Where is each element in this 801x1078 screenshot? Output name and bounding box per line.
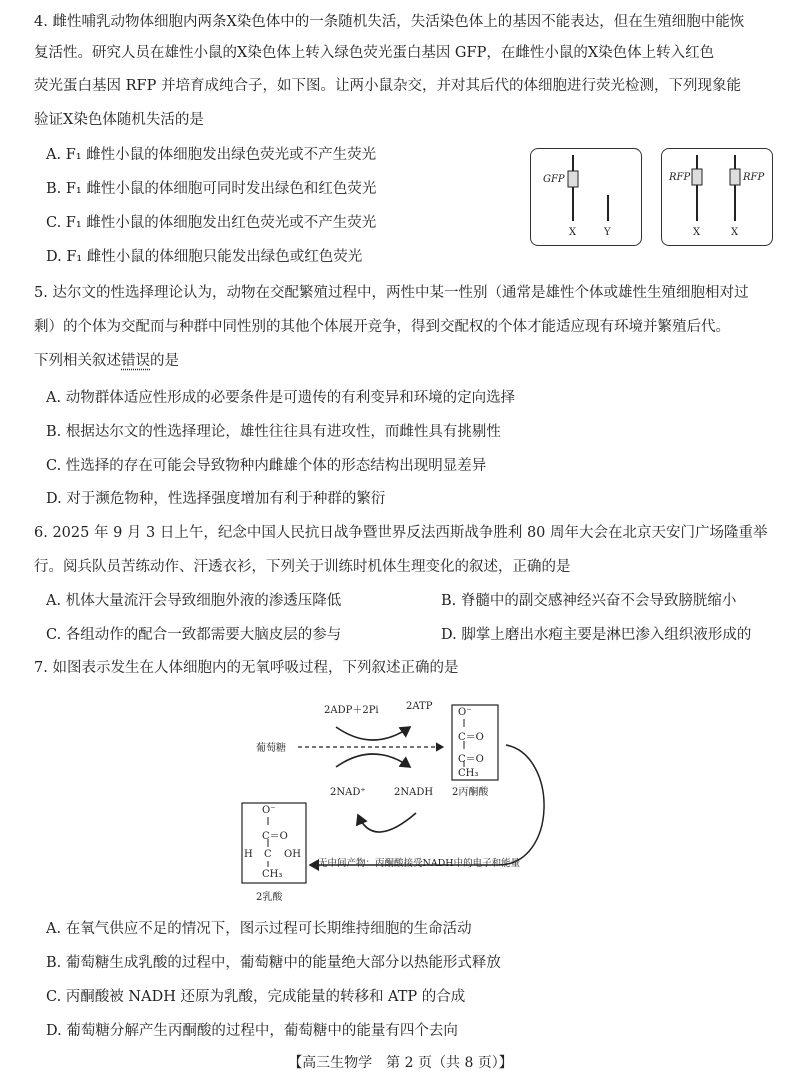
- female-chromosome-box: [661, 148, 773, 246]
- q4-stem-line-3: 荧光蛋白基因 RFP 并培育成纯合子，如下图。让两小鼠杂交，并对其后代的体细胞进行荧光检测，下列现象能: [34, 78, 741, 94]
- q4-option-a: A. F₁ 雌性小鼠的体细胞发出绿色荧光或不产生荧光: [46, 147, 377, 163]
- q4-stem-line-2: 复活性。研究人员在雄性小鼠的X染色体上转入绿色荧光蛋白基因 GFP，在雌性小鼠的X染色体上转入红色: [34, 45, 715, 61]
- q7-option-c: C. 丙酮酸被 NADH 还原为乳酸，完成能量的转移和 ATP 的合成: [46, 989, 466, 1005]
- lactate-c1: C＝O: [262, 831, 288, 842]
- atp-label: 2ATP: [406, 701, 433, 712]
- reaction-note: 无中间产物：丙酮酸接受NADH中的电子和能量: [318, 858, 521, 869]
- q6-option-d: D. 脚掌上磨出水疱主要是淋巴渗入组织液形成的: [441, 627, 752, 643]
- q7-option-d: D. 葡萄糖分解产生丙酮酸的过程中，葡萄糖中的能量有四个去向: [46, 1023, 458, 1039]
- adp-pi-label: 2ADP＋2Pi: [324, 705, 379, 716]
- male-chromosome-box: [530, 148, 642, 246]
- q5-stem-line-3: [34, 351, 179, 371]
- pyruvate-c1: C＝O: [458, 732, 484, 743]
- q4-option-c: C. F₁ 雌性小鼠的体细胞发出红色荧光或不产生荧光: [46, 215, 377, 231]
- female-chromosome-diagram: [662, 149, 772, 245]
- male-x-label: X: [569, 227, 577, 238]
- glucose-label: 葡萄糖: [256, 743, 286, 754]
- q4-stem-line-4: 验证X染色体随机失活的是: [34, 112, 204, 128]
- female-x-label-1: X: [693, 227, 701, 238]
- pyruvate-c2: C＝O: [458, 754, 484, 765]
- rfp-gene-label-right: RFP: [743, 172, 765, 183]
- male-chromosome-diagram: [531, 149, 641, 245]
- q5-option-d: D. 对于濒危物种，性选择强度增加有利于种群的繁衍: [46, 491, 386, 507]
- q5-option-a: A. 动物群体适应性形成的必要条件是可遗传的有利变异和环境的定向选择: [46, 390, 516, 406]
- q5-option-b: B. 根据达尔文的性选择理论，雄性往往具有进攻性，而雌性具有挑剔性: [46, 424, 501, 440]
- q4-stem-line-1: 4. 雌性哺乳动物体细胞内两条X染色体中的一条随机失活，失活染色体上的基因不能表达，但在生殖细胞中能恢: [34, 14, 745, 30]
- pyruvate-ch3: CH₃: [458, 768, 479, 779]
- q5-stem-pre: 下列相关叙述: [34, 353, 121, 369]
- q6-option-c: C. 各组动作的配合一致都需要大脑皮层的参与: [46, 627, 342, 643]
- lactate-label: 2乳酸: [256, 892, 283, 903]
- respiration-arrows: [238, 695, 568, 910]
- nad-label: 2NAD⁺: [330, 787, 366, 798]
- nadh-label: 2NADH: [394, 787, 434, 798]
- q7-option-b: B. 葡萄糖生成乳酸的过程中，葡萄糖中的能量绝大部分以热能形式释放: [46, 955, 501, 971]
- q5-stem-line-1: 5. 达尔文的性选择理论认为，动物在交配繁殖过程中，两性中某一性别（通常是雄性个体或雄性生殖细胞相对过: [34, 285, 749, 301]
- gfp-gene-label: GFP: [543, 174, 565, 185]
- q5-stem-line-2: 剩）的个体为交配而与种群中同性别的其他个体展开竞争，得到交配权的个体才能适应现有环境并繁殖后代。: [34, 319, 730, 335]
- pyruvate-label: 2丙酮酸: [452, 787, 489, 798]
- lactate-oh: OH: [284, 849, 301, 860]
- q6-option-a: A. 机体大量流汗会导致细胞外液的渗透压降低: [46, 593, 342, 609]
- lactate-h: H: [244, 849, 253, 860]
- female-x-label-2: X: [731, 227, 739, 238]
- lactate-ch3: CH₃: [262, 869, 283, 880]
- anaerobic-respiration-diagram: [238, 695, 568, 910]
- q4-option-d: D. F₁ 雌性小鼠的体细胞只能发出绿色或红色荧光: [46, 249, 363, 265]
- q6-option-b: B. 脊髓中的副交感神经兴奋不会导致膀胱缩小: [441, 593, 737, 609]
- lactate-c2: C: [264, 849, 272, 860]
- q6-stem-line-1: 6. 2025 年 9 月 3 日上午，纪念中国人民抗日战争暨世界反法西斯战争胜利 80 周年大会在北京天安门广场隆重举: [34, 525, 768, 541]
- q5-emphasis-word: 错误: [121, 353, 150, 369]
- page-footer: 【高三生物学 第 2 页（共 8 页）】: [288, 1055, 513, 1071]
- q6-stem-line-2: 行。阅兵队员苦练动作、汗透衣衫，下列关于训练时机体生理变化的叙述，正确的是: [34, 559, 571, 575]
- q5-option-c: C. 性选择的存在可能会导致物种内雌雄个体的形态结构出现明显差异: [46, 458, 487, 474]
- lactate-o-minus: O⁻: [262, 805, 276, 816]
- rfp-gene-label-left: RFP: [669, 172, 691, 183]
- male-y-label: Y: [604, 227, 611, 238]
- q7-stem: 7. 如图表示发生在人体细胞内的无氧呼吸过程，下列叙述正确的是: [34, 660, 459, 676]
- q4-option-b: B. F₁ 雌性小鼠的体细胞可同时发出绿色和红色荧光: [46, 181, 377, 197]
- pyruvate-o-minus: O⁻: [458, 707, 472, 718]
- q7-option-a: A. 在氧气供应不足的情况下，图示过程可长期维持细胞的生命活动: [46, 921, 472, 937]
- q5-stem-post: 的是: [150, 353, 179, 369]
